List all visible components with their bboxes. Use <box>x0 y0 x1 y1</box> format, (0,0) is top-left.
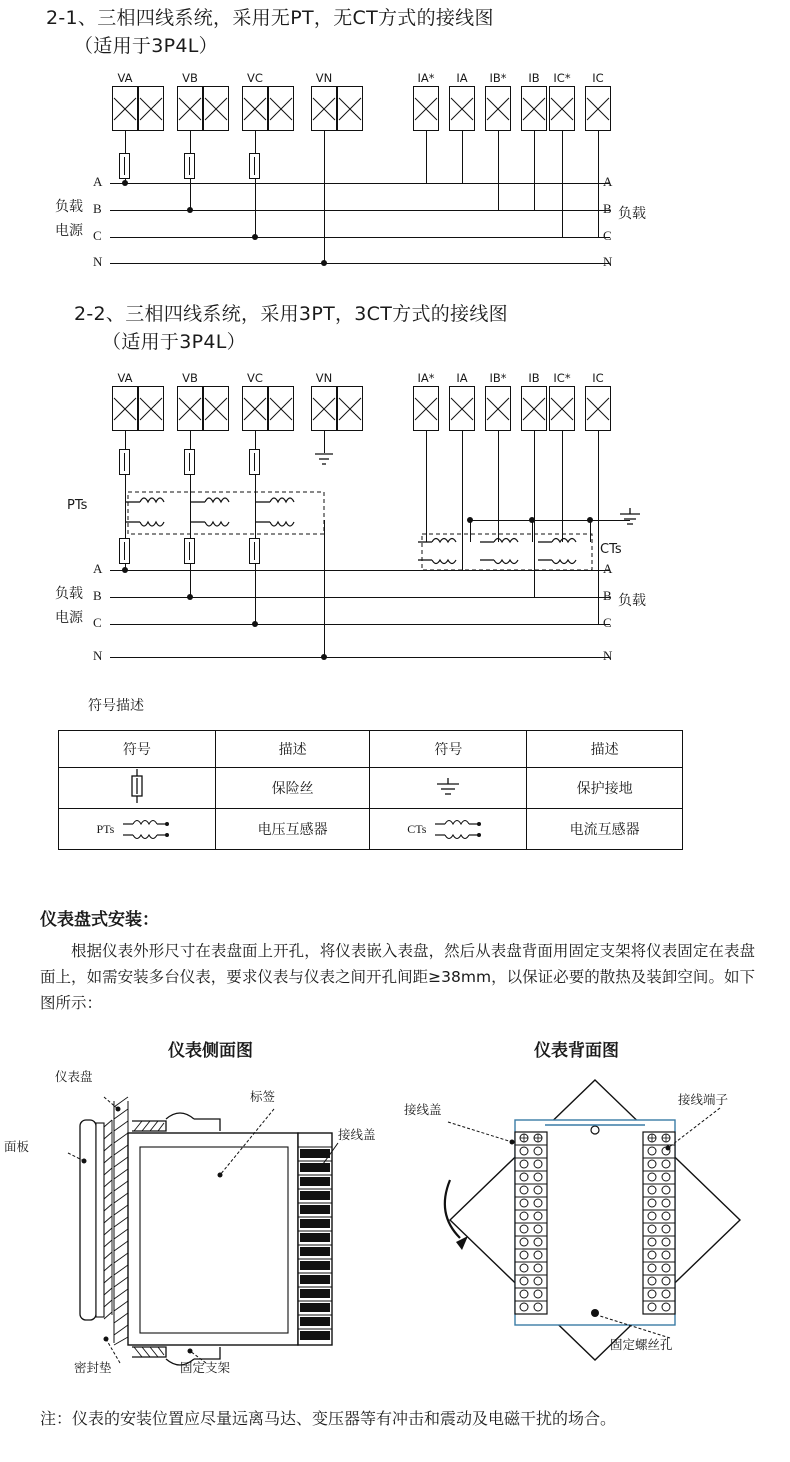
label-terminal: 接线端子 <box>678 1092 729 1107</box>
fuse-icon <box>127 769 147 803</box>
ct-symbol-cell <box>370 809 527 850</box>
fuse-va-pri-icon <box>119 538 130 564</box>
symbol-table-header-desc-2: 描述 <box>527 731 683 768</box>
wire-ic-drop-2 <box>598 431 599 560</box>
phase-label-left-c: C <box>93 228 102 243</box>
bus-line-c <box>110 237 598 238</box>
wire-ib-drop <box>534 131 535 210</box>
label-wiring-cover: 接线盖 <box>338 1127 376 1142</box>
terminal-label-vb-2: VB <box>182 371 198 385</box>
meter-rear-view-drawing <box>420 1070 780 1370</box>
terminal-label-va-2: VA <box>117 371 133 385</box>
junction-dot-ct-c <box>587 517 593 523</box>
right-label-load-2: 负载 <box>618 593 646 609</box>
wire-ct-ground-bus <box>470 520 630 521</box>
wire-vb-drop-2 <box>190 431 191 449</box>
phase-label-left-n-2: N <box>93 648 103 663</box>
label-panel: 仪表盘 <box>55 1069 93 1084</box>
terminal-label-vc: VC <box>247 71 263 85</box>
phase-label-left-a: A <box>93 174 103 189</box>
terminal-label-ic-star: IC* <box>553 71 571 85</box>
fuse-va-icon <box>119 153 130 179</box>
ct-symbol-label: CTs <box>407 821 427 836</box>
symbol-table-header-symbol-1: 符号 <box>59 731 216 768</box>
install-paragraph: 根据仪表外形尺寸在表盘面上开孔，将仪表嵌入表盘，然后从表盘背面用固定支架将仪表固定在表盘面上，如需安装多台仪表，要求仪表与仪表之间开孔间距≥38mm，以保证必要的散热及装卸空间。如下图所示： <box>40 942 755 1012</box>
terminal-label-ic-star-2: IC* <box>553 371 571 385</box>
junction-dot-n-2 <box>321 654 327 660</box>
wiring-diagram-2-2 <box>0 370 790 690</box>
phase-label-right-b-2: B <box>603 588 612 603</box>
fuse-vc-icon <box>249 153 260 179</box>
pt-desc-cell: 电压互感器 <box>215 809 370 850</box>
terminal-label-va: VA <box>117 71 133 85</box>
wire-ia-star-drop <box>426 131 427 183</box>
junction-dot-ct-a <box>467 517 473 523</box>
label-bracket: 固定支架 <box>180 1360 231 1375</box>
wire-vb-drop <box>190 131 191 153</box>
install-heading: 仪表盘式安装： <box>40 910 159 930</box>
bus-line-b-right <box>534 210 610 211</box>
junction-dot-b <box>187 207 193 213</box>
terminal-label-ic-2: IC <box>592 371 604 385</box>
wire-ct-ground-drop-c <box>590 520 591 542</box>
bus-line-c-2 <box>110 624 610 625</box>
bus-line-n <box>110 263 610 264</box>
wire-vc-drop <box>255 131 256 153</box>
section-2-1-title-line2: （适用于3P4L） <box>74 35 218 57</box>
phase-label-right-n: N <box>603 254 613 269</box>
section-2-2-title <box>74 300 774 356</box>
junction-dot-c <box>252 234 258 240</box>
ground-symbol-vn-icon <box>310 450 340 468</box>
wire-ib-star-drop <box>498 131 499 210</box>
junction-dot-c-2 <box>252 621 258 627</box>
wiring-diagram-2-1 <box>0 70 790 285</box>
junction-dot-a-2 <box>122 567 128 573</box>
figure-left-caption: 仪表侧面图 <box>168 1041 253 1061</box>
symbol-table-row <box>59 768 683 809</box>
wire-vb-busB-2 <box>190 564 191 597</box>
terminal-label-ia-2: IA <box>456 371 468 385</box>
wire-vc-drop-2 <box>255 431 256 449</box>
terminal-label-vn: VN <box>315 71 333 85</box>
phase-label-right-b: B <box>603 201 612 216</box>
label-faceplate: 面板 <box>4 1139 30 1154</box>
wire-va-drop <box>125 131 126 153</box>
wire-vn-busN-2 <box>324 520 325 657</box>
phase-label-right-a-2: A <box>603 561 613 576</box>
wire-ib-drop-2 <box>534 431 535 560</box>
bus-line-n-2 <box>110 657 610 658</box>
ground-desc-cell: 保护接地 <box>527 768 683 809</box>
ct-desc-cell: 电流互感器 <box>527 809 683 850</box>
bus-line-a-right <box>462 183 610 184</box>
wire-ic-star-drop-2 <box>562 431 563 542</box>
install-note: 注：仪表的安装位置应尽量远离马达、变压器等有冲击和震动及电磁干扰的场合。 <box>40 1409 617 1428</box>
left-label-source: 电源 <box>55 223 83 239</box>
bus-line-b-2 <box>110 597 610 598</box>
ct-coil-icon <box>429 814 489 844</box>
wire-ia-drop <box>462 131 463 183</box>
fuse-vc-pri-icon <box>249 538 260 564</box>
ground-symbol-ct-icon <box>615 508 645 528</box>
phase-label-left-b: B <box>93 201 102 216</box>
figure-right-caption: 仪表背面图 <box>534 1041 619 1061</box>
wire-ia-star-drop-2 <box>426 431 427 542</box>
terminal-label-ia: IA <box>456 71 468 85</box>
left-label-load: 负载 <box>55 199 83 215</box>
meter-side-view-drawing <box>60 1075 410 1375</box>
junction-dot-a <box>122 180 128 186</box>
symbol-table-header-desc-1: 描述 <box>215 731 370 768</box>
terminal-label-ib-2: IB <box>528 371 540 385</box>
pt-symbol-cell <box>59 809 216 850</box>
wire-ia-drop-2 <box>462 431 463 560</box>
section-2-2-title-line2: （适用于3P4L） <box>102 331 246 353</box>
pt-symbol-label: PTs <box>96 821 115 836</box>
terminal-label-ia-star-2: IA* <box>417 371 435 385</box>
fuse-va-sec-icon <box>119 449 130 475</box>
fuse-vb-sec-icon <box>184 449 195 475</box>
phase-label-left-b-2: B <box>93 588 102 603</box>
wire-vc-busC-2 <box>255 564 256 624</box>
phase-label-left-c-2: C <box>93 615 102 630</box>
ground-symbol-cell <box>370 768 527 809</box>
pt-coil-icon <box>117 814 177 844</box>
terminal-label-ic: IC <box>592 71 604 85</box>
section-2-2-title-line1: 2-2、三相四线系统，采用3PT，3CT方式的接线图 <box>74 303 508 325</box>
wire-vc-to-busC <box>255 179 256 237</box>
symbol-table <box>58 730 683 850</box>
wire-ct-a-out <box>462 560 463 570</box>
phase-label-right-c: C <box>603 228 612 243</box>
symbol-table-caption: 符号描述 <box>88 698 144 714</box>
terminal-label-vb: VB <box>182 71 198 85</box>
junction-dot-b-2 <box>187 594 193 600</box>
terminal-label-vc-2: VC <box>247 371 263 385</box>
ground-icon <box>433 776 463 796</box>
left-label-source-2: 电源 <box>55 610 83 626</box>
junction-dot-n <box>321 260 327 266</box>
terminal-label-vn-2: VN <box>315 371 333 385</box>
pt-label: PTs <box>67 498 88 513</box>
bus-line-a-2 <box>110 570 610 571</box>
phase-label-left-n: N <box>93 254 103 269</box>
symbol-table-header-symbol-2: 符号 <box>370 731 527 768</box>
wire-vn-drop <box>324 131 325 263</box>
fuse-symbol-cell <box>59 768 216 809</box>
label-gasket: 密封垫 <box>74 1360 112 1375</box>
phase-label-right-c-2: C <box>603 615 612 630</box>
wire-ib-star-drop-2 <box>498 431 499 542</box>
wire-ct-ground-drop-a <box>470 520 471 542</box>
terminal-label-ia-star: IA* <box>417 71 435 85</box>
terminal-label-ib-star-2: IB* <box>489 371 507 385</box>
phase-label-right-a: A <box>603 174 613 189</box>
fuse-desc-cell: 保险丝 <box>215 768 370 809</box>
ct-label: CTs <box>600 542 622 557</box>
left-label-load-2: 负载 <box>55 586 83 602</box>
fuse-vc-sec-icon <box>249 449 260 475</box>
meter-side-view-figure <box>4 1069 410 1375</box>
phase-label-right-n-2: N <box>603 648 613 663</box>
meter-rear-view-figure <box>404 1070 780 1370</box>
bus-line-a <box>110 183 462 184</box>
right-label-load: 负载 <box>618 206 646 222</box>
symbol-table-header-row <box>59 731 683 768</box>
symbol-table-row <box>59 809 683 850</box>
label-screw-hole: 固定螺丝孔 <box>610 1337 673 1352</box>
label-rear-wiring-cover: 接线盖 <box>404 1102 442 1117</box>
fuse-vb-icon <box>184 153 195 179</box>
phase-label-left-a-2: A <box>93 561 103 576</box>
pt-group-icon <box>100 488 350 538</box>
wire-va-drop-2 <box>125 431 126 449</box>
bus-line-b <box>110 210 534 211</box>
section-2-1-title <box>46 4 766 60</box>
section-2-1-title-line1: 2-1、三相四线系统，采用无PT，无CT方式的接线图 <box>46 7 494 29</box>
wire-ct-b-out <box>534 560 535 597</box>
terminal-label-ib-star: IB* <box>489 71 507 85</box>
label-tag: 标签 <box>250 1089 276 1104</box>
fuse-vb-pri-icon <box>184 538 195 564</box>
terminal-label-ib: IB <box>528 71 540 85</box>
